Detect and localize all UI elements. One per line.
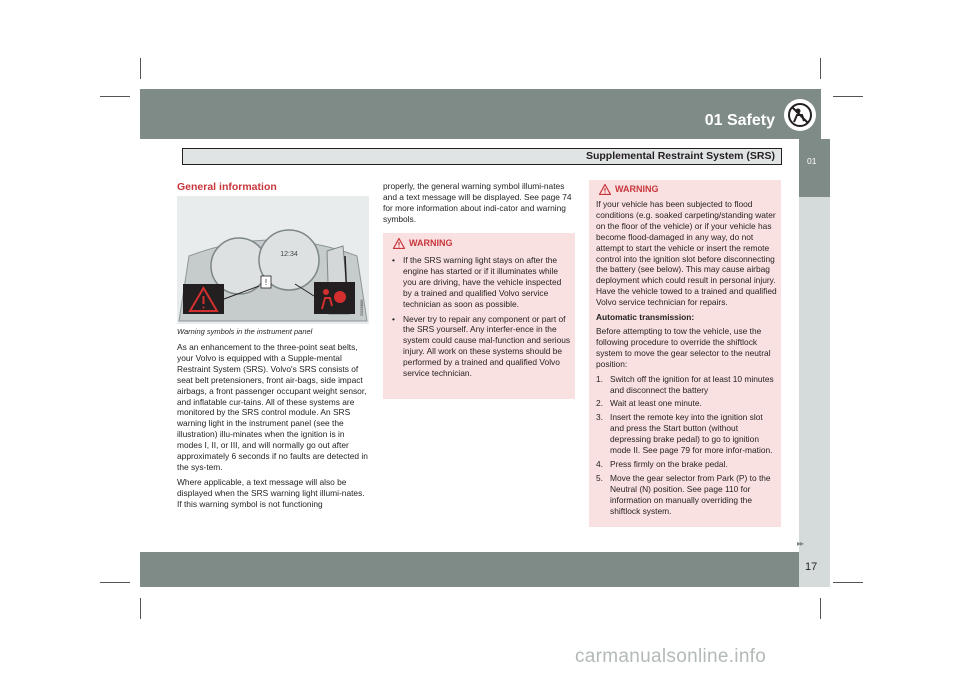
dashboard-clock: 12:34 (280, 251, 298, 258)
list-item: 3. Insert the remote key into the ignition slot and press the Start button (without depressing brake pedal) to go to ignition mode II. See page 79 for more infor-mation. (596, 412, 773, 456)
warning-paragraph: Before attempting to tow the vehicle, use the following procedure to override the shiftlock system to move the gear selector to the neutral position: (596, 325, 771, 369)
list-item: 1. Switch off the ignition for at least 10 minutes and disconnect the battery (596, 373, 774, 395)
watermark: carmanualsonline.info (575, 646, 767, 667)
warning-intro: If your vehicle has been subjected to flood conditions (e.g. soaked carpeting/standing water on the floor of the vehicle) or if your vehicle has become flood-damaged in any way, do not attempt to start the vehicle or insert the remote control into the ignition slot before disconnecting the battery (see below). This may cause airbag deployment which could result in personal injury. Have the vehicle towed to a trained and qualified Volvo service technician for repairs. (596, 199, 777, 308)
continue-arrows: ▸▸ (797, 539, 804, 548)
warning-triangle-icon (599, 184, 611, 195)
crop-mark (833, 582, 863, 583)
list-item: 2. Wait at least one minute. (596, 398, 702, 409)
section-header-bar (182, 148, 782, 165)
list-item: 4. Press firmly on the brake pedal. (596, 458, 728, 469)
chapter-title: 01 Safety (704, 112, 775, 129)
list-item: • If the SRS warning light stays on after the engine has started or if it illuminates while you are driving, have the vehicle inspected by a trained and qualified Volvo service technician as soon as possible. (392, 255, 562, 309)
warning-box-flood (589, 180, 781, 527)
side-tab-column (799, 139, 830, 552)
column-1-body (177, 342, 369, 514)
body-paragraph: properly, the general warning symbol illumi-nates and a text message will be displayed. See page 74 for more information about indi-cator and warning symbols. (383, 181, 572, 224)
body-paragraph: Where applicable, a text message will also be displayed when the SRS warning light illumi-nates. If this warning symbol is not functioning (177, 476, 365, 509)
page-number: 17 (805, 561, 818, 573)
crop-mark (833, 96, 863, 97)
body-paragraph: As an enhancement to the three-point seat belts, your Volvo is equipped with a Supple-mental Restraint System (SRS). Volvo's SRS consists of seat belt pretensioners, front air-bags, side impact airbags, a front passenger occupant weight sensor, and inflatable cur-tains. All of these systems are monitored by the SRS control module. An SRS warning light in the instrument panel (see the illustration) illu-minates when the ignition is in modes I, II, or III, and will normally go out after approximately 6 seconds if no faults are detected in the sys-tem. (177, 342, 368, 472)
illustration-caption: Warning symbols in the instrument panel (177, 327, 313, 336)
warning-triangle-icon (393, 238, 405, 249)
footer-band (140, 552, 821, 587)
column-2-body (383, 181, 575, 229)
crop-mark (100, 582, 130, 583)
instrument-panel-illustration (177, 196, 369, 324)
crop-mark (140, 598, 141, 619)
chapter-side-tab-label: 01 (807, 156, 817, 166)
chapter-side-tab (799, 139, 830, 197)
warning-subheading: Automatic transmission: (596, 312, 695, 323)
procedure-steps (596, 374, 778, 517)
section-title: General information (177, 181, 277, 193)
list-item: 5. Move the gear selector from Park (P) to the Neutral (N) position. See page 110 for information on manually overriding the shiftlock system. (596, 472, 771, 516)
warning-box-srs (383, 233, 575, 399)
svg-text:!: ! (264, 278, 268, 287)
crop-mark (140, 58, 141, 79)
crop-mark (820, 58, 821, 79)
warning-list (389, 255, 571, 383)
list-item: • Never try to repair any component or part of the SRS yourself. Any interfer-ence in the system could cause mal-function and serious injury. All work on these systems should be performed by a trained and qualified Volvo service technician. (392, 313, 571, 379)
warning-title: WARNING (409, 238, 453, 248)
crop-mark (100, 96, 130, 97)
warning-title: WARNING (615, 184, 659, 194)
no-airbag-icon (784, 99, 816, 131)
illustration-code: G026806 (359, 299, 364, 316)
section-header-title: Supplemental Restraint System (SRS) (585, 150, 775, 162)
crop-mark (820, 598, 821, 619)
